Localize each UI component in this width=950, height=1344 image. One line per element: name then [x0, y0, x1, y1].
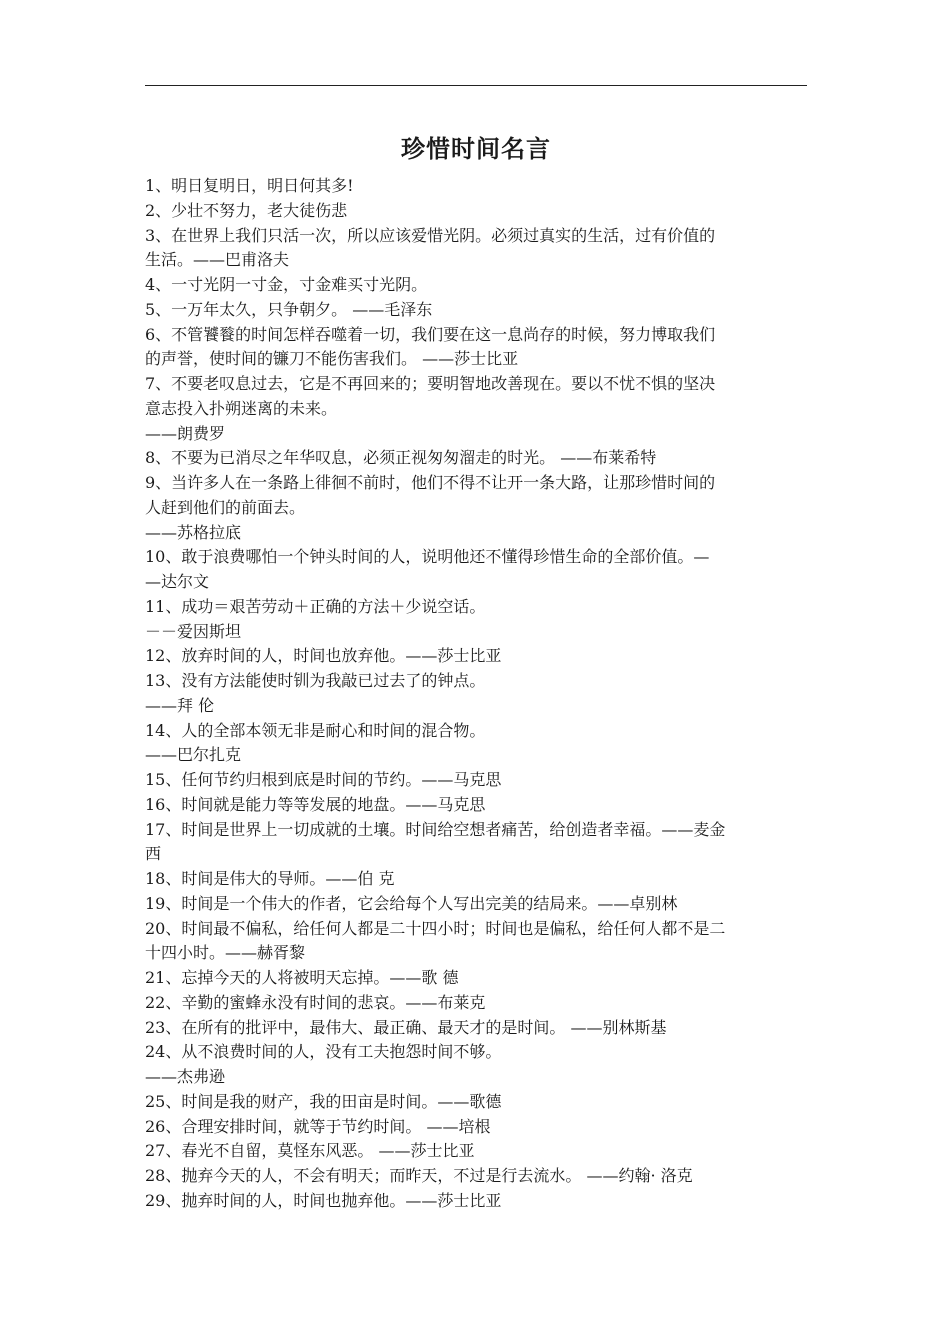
text-line: 西	[145, 844, 162, 864]
text-line: 18、时间是伟大的导师。——伯 克	[145, 869, 395, 888]
header-rule	[145, 85, 807, 86]
text-line: 11、成功＝艰苦劳动＋正确的方法＋少说空话。	[145, 596, 486, 616]
text-line: 人赶到他们的前面去。	[145, 497, 306, 517]
text-line: ——杰弗逊	[145, 1067, 226, 1086]
text-line: 10、敢于浪费哪怕一个钟头时间的人，说明他还不懂得珍惜生命的全部价值。—	[145, 547, 710, 567]
text-line: 19、时间是一个伟大的作者，它会给每个人写出完美的结局来。——卓别林	[145, 893, 678, 913]
text-line: 26、合理安排时间，就等于节约时间。 ——培根	[145, 1116, 491, 1136]
page-title: 珍惜时间名言	[401, 135, 551, 163]
text-line: 17、时间是世界上一切成就的土壤。时间给空想者痛苦，给创造者幸福。——麦金	[145, 819, 726, 839]
text-line: 8、不要为已消尽之年华叹息，必须正视匆匆溜走的时光。 ——布莱希特	[145, 448, 657, 468]
text-line: —达尔文	[145, 572, 210, 591]
text-line: ——巴尔扎克	[145, 745, 242, 765]
text-line: 29、抛弃时间的人，时间也抛弃他。——莎士比亚	[145, 1190, 502, 1210]
text-line: 12、放弃时间的人，时间也放弃他。——莎士比亚	[145, 646, 502, 666]
text-line: 14、人的全部本领无非是耐心和时间的混合物。	[145, 720, 486, 740]
quote-list	[145, 174, 807, 1214]
text-line: 1、明日复明日，明日何其多!	[145, 176, 354, 195]
text-line: 3、在世界上我们只活一次，所以应该爱惜光阴。必须过真实的生活，过有价值的	[145, 225, 716, 245]
text-line: 23、在所有的批评中，最伟大、最正确、最天才的是时间。 ——别林斯基	[145, 1017, 667, 1037]
text-line: 24、从不浪费时间的人，没有工夫抱怨时间不够。	[145, 1042, 502, 1062]
text-line: 20、时间最不偏私，给任何人都是二十四小时；时间也是偏私，给任何人都不是二	[145, 918, 726, 938]
text-line: 生活。——巴甫洛夫	[145, 250, 290, 270]
text-line: 13、没有方法能使时钏为我敲已过去了的钟点。	[145, 671, 486, 690]
text-line: 9、当许多人在一条路上徘徊不前时，他们不得不让开一条大路，让那珍惜时间的	[145, 473, 716, 492]
text-line: ——朗费罗	[145, 423, 226, 443]
text-line: 2、少壮不努力，老大徒伤悲	[145, 200, 348, 220]
text-line: 十四小时。——赫胥黎	[145, 943, 306, 963]
text-line: 21、忘掉今天的人将被明天忘掉。——歌 德	[145, 968, 459, 987]
text-line: 意志投入扑朔迷离的未来。	[145, 398, 338, 418]
text-line: 28、抛弃今天的人，不会有明天；而昨天，不过是行去流水。 ——约翰· 洛克	[145, 1166, 693, 1185]
text-line: 的声誉，使时间的镰刀不能伤害我们。 ——莎士比亚	[145, 349, 519, 369]
text-line: ——苏格拉底	[145, 522, 242, 542]
text-line: 4、一寸光阴一寸金，寸金难买寸光阴。	[145, 275, 428, 294]
text-line: ——拜 伦	[145, 695, 215, 715]
text-line: 7、不要老叹息过去，它是不再回来的；要明智地改善现在。要以不忧不惧的坚决	[145, 374, 716, 393]
text-line: －－爱因斯坦	[145, 621, 242, 641]
text-line: 27、春光不自留，莫怪东风恶。 ——莎士比亚	[145, 1141, 475, 1161]
text-line: 25、时间是我的财产，我的田亩是时间。——歌德	[145, 1091, 502, 1111]
text-line: 22、辛勤的蜜蜂永没有时间的悲哀。——布莱克	[145, 992, 486, 1012]
text-line: 6、不管饕餮的时间怎样吞噬着一切，我们要在这一息尚存的时候，努力博取我们	[145, 324, 716, 344]
text-line: 16、时间就是能力等等发展的地盘。——马克思	[145, 794, 486, 814]
text-line: 5、一万年太久，只争朝夕。 ——毛泽东	[145, 299, 433, 319]
text-line: 15、任何节约归根到底是时间的节约。——马克思	[145, 770, 502, 789]
